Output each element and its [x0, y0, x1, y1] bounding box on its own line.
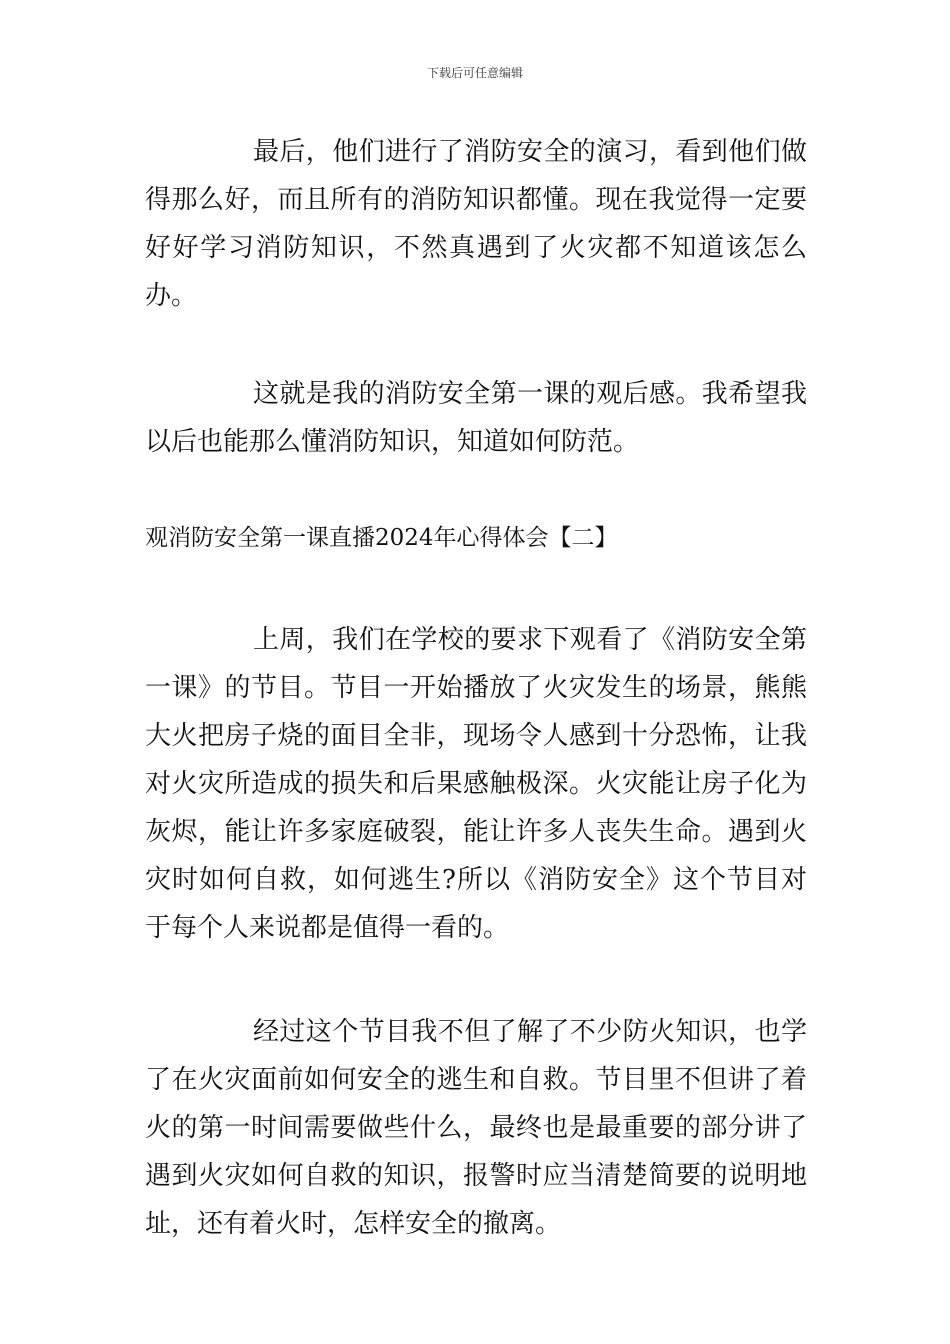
paragraph-program-intro: 上周，我们在学校的要求下观看了《消防安全第一课》的节目。节目一开始播放了火灾发生的场景，熊熊大火把房子烧的面目全非，现场令人感到十分恐怖，让我对火灾所造成的损失和后果感触极深。火灾能让房子化为灰烬，能让许多家庭破裂，能让许多人丧失生命。遇到火灾时如何自救，如何逃生?所以《消防安全》这个节目对于每个人来说都是值得一看的。 [145, 625, 807, 943]
section-title: 观消防安全第一课直播2024年心得体会【二】 [145, 525, 618, 551]
paragraph-drill: 最后，他们进行了消防安全的演习，看到他们做得那么好，而且所有的消防知识都懂。现在我觉得一定要好好学习消防知识，不然真遇到了火灾都不知道该怎么办。 [145, 137, 807, 311]
document-body [145, 128, 807, 1248]
paragraph-reflection: 这就是我的消防安全第一课的观后感。我希望我以后也能那么懂消防知识，知道如何防范。 [145, 379, 807, 457]
paragraph-program-lessons: 经过这个节目我不但了解了不少防火知识，也学了在火灾面前如何安全的逃生和自救。节目里不但讲了着火的第一时间需要做些什么，最终也是最重要的部分讲了遇到火灾如何自救的知识，报警时应当清楚简要的说明地址，还有着火时，怎样安全的撤离。 [145, 1017, 807, 1239]
page-header-note: 下载后可任意编辑 [426, 66, 523, 80]
